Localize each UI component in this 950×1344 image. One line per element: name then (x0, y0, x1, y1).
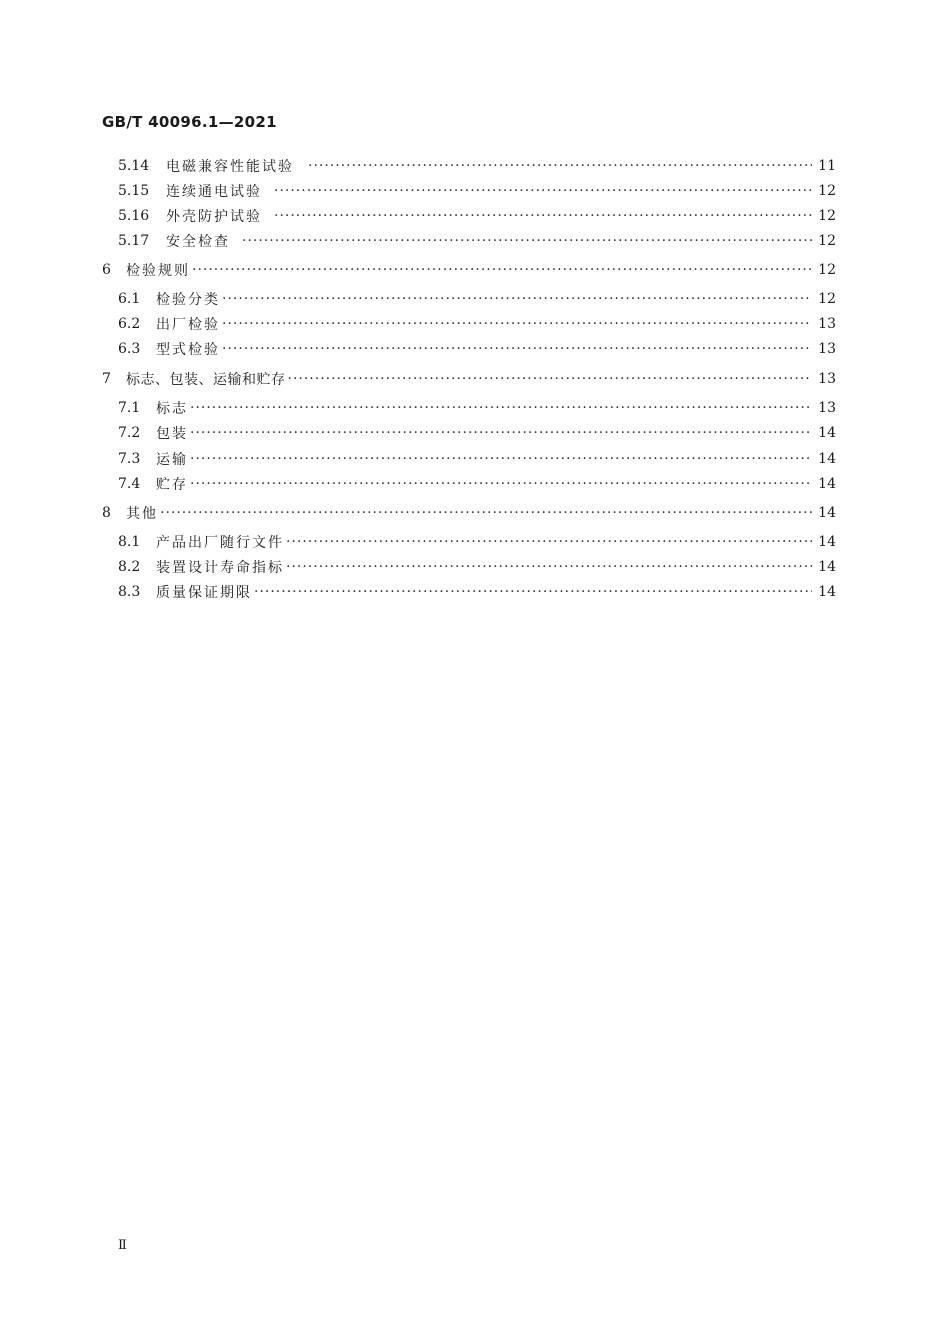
toc-leader-dots (190, 476, 812, 492)
toc-entry-8-3[interactable] (118, 581, 836, 603)
toc-entry-7-1[interactable] (118, 397, 836, 419)
toc-entry-5-17[interactable] (118, 230, 836, 252)
toc-entry-number: 7.1 (118, 400, 141, 416)
toc-leader-dots (222, 341, 812, 357)
toc-entry-title: 型式检验 (156, 342, 220, 358)
toc-entry-page: 13 (818, 400, 836, 416)
toc-leader-dots (160, 505, 812, 521)
toc-leader-dots (222, 291, 812, 307)
toc-entry-title: 外壳防护试验 (166, 209, 262, 225)
toc-entry-page: 14 (818, 559, 836, 575)
toc-leader-dots (286, 559, 812, 575)
toc-entry-title: 产品出厂随行文件 (156, 535, 284, 551)
toc-leader-dots (190, 425, 812, 441)
page-number: Ⅱ (118, 1238, 127, 1253)
toc-entry-7[interactable] (102, 368, 836, 390)
toc-leader-dots (274, 183, 812, 199)
toc-entry-number: 5.14 (118, 158, 150, 174)
toc-entry-title: 标志 (156, 401, 188, 417)
toc-entry-number: 6 (102, 262, 111, 278)
toc-entry-8-2[interactable] (118, 556, 836, 578)
toc-entry-8[interactable] (102, 502, 836, 524)
toc-entry-title: 检验分类 (156, 292, 220, 308)
toc-entry-number: 6.1 (118, 291, 141, 307)
toc-entry-page: 11 (818, 158, 836, 174)
toc-entry-8-1[interactable] (118, 531, 836, 553)
toc-entry-page: 12 (818, 183, 836, 199)
toc-entry-title: 标志、包装、运输和贮存 (126, 372, 286, 388)
toc-entry-number: 6.2 (118, 316, 141, 332)
toc-entry-number: 7.4 (118, 476, 141, 492)
toc-entry-5-14[interactable] (118, 155, 836, 177)
toc-leader-dots (190, 451, 812, 467)
toc-entry-number: 5.16 (118, 208, 150, 224)
toc-entry-title: 贮存 (156, 477, 188, 493)
toc-entry-page: 14 (818, 425, 836, 441)
toc-entry-number: 7.2 (118, 425, 141, 441)
toc-entry-5-15[interactable] (118, 180, 836, 202)
toc-leader-dots (286, 534, 812, 550)
toc-entry-number: 8.3 (118, 584, 141, 600)
toc-entry-page: 12 (818, 208, 836, 224)
toc-entry-page: 14 (818, 584, 836, 600)
toc-leader-dots (192, 262, 812, 278)
toc-entry-number: 7.3 (118, 451, 141, 467)
toc-entry-6-1[interactable] (118, 288, 836, 310)
toc-entry-7-4[interactable] (118, 473, 836, 495)
toc-leader-dots (308, 158, 812, 174)
toc-entry-number: 8.2 (118, 559, 141, 575)
toc-entry-page: 13 (818, 371, 836, 387)
toc-entry-6[interactable] (102, 259, 836, 281)
toc-entry-page: 14 (818, 451, 836, 467)
toc-leader-dots (274, 208, 812, 224)
toc-entry-title: 包装 (156, 426, 188, 442)
toc-entry-number: 6.3 (118, 341, 141, 357)
toc-leader-dots (190, 400, 812, 416)
toc-entry-page: 12 (818, 233, 836, 249)
toc-entry-title: 出厂检验 (156, 317, 220, 333)
toc-entry-6-2[interactable] (118, 313, 836, 335)
standard-code: GB/T 40096.1—2021 (102, 113, 277, 131)
toc-entry-7-3[interactable] (118, 448, 836, 470)
toc-entry-5-16[interactable] (118, 205, 836, 227)
toc-entry-title: 检验规则 (126, 263, 190, 279)
toc-entry-number: 7 (102, 371, 111, 387)
toc-entry-page: 14 (818, 476, 836, 492)
toc-entry-title: 装置设计寿命指标 (156, 560, 284, 576)
toc-leader-dots (288, 371, 813, 387)
toc-entry-page: 14 (818, 534, 836, 550)
toc-entry-page: 13 (818, 316, 836, 332)
toc-entry-title: 运输 (156, 452, 188, 468)
toc-entry-title: 其他 (126, 506, 158, 522)
toc-leader-dots (242, 233, 812, 249)
toc-entry-number: 8.1 (118, 534, 141, 550)
toc-entry-title: 质量保证期限 (156, 585, 252, 601)
toc-entry-title: 安全检查 (166, 234, 230, 250)
toc-entry-number: 5.15 (118, 183, 150, 199)
toc-entry-number: 5.17 (118, 233, 150, 249)
toc-entry-page: 13 (818, 341, 836, 357)
toc-entry-number: 8 (102, 505, 111, 521)
toc-entry-6-3[interactable] (118, 338, 836, 360)
toc-leader-dots (254, 584, 812, 600)
toc-entry-page: 12 (818, 291, 836, 307)
toc-leader-dots (222, 316, 812, 332)
toc-entry-7-2[interactable] (118, 422, 836, 444)
toc-entry-page: 14 (818, 505, 836, 521)
toc-entry-page: 12 (818, 262, 836, 278)
toc-entry-title: 电磁兼容性能试验 (166, 159, 294, 175)
toc-entry-title: 连续通电试验 (166, 184, 262, 200)
